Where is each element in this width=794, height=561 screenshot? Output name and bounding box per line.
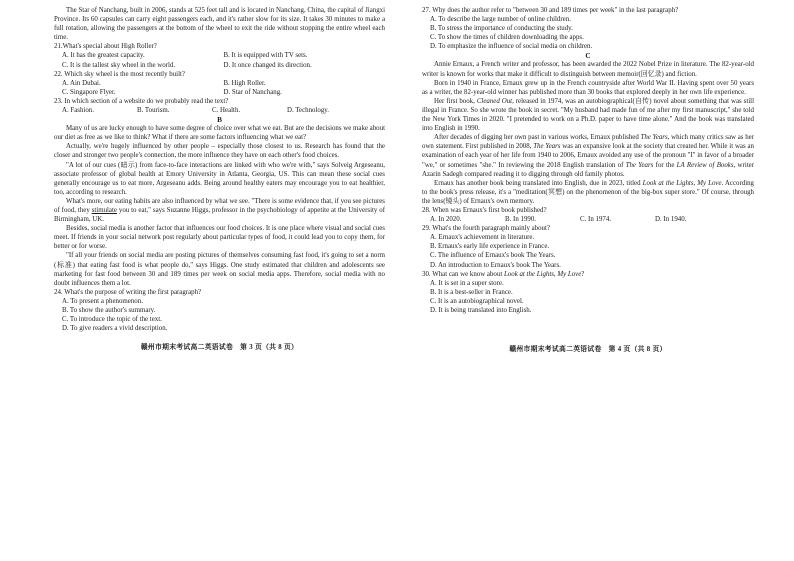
option-21b: B. It is equipped with TV sets.: [223, 52, 308, 60]
option-22c: C. Singapore Flyer.: [62, 88, 116, 96]
book-title-the-years: The Years: [625, 161, 654, 169]
para-4-text-a: After decades of digging her own past in various works, Ernaux published: [434, 134, 641, 142]
book-title-the-years: The Years: [533, 143, 561, 151]
book-title-look-at-the-lights: Look at the Lights, My Love: [503, 270, 582, 278]
passage-b-para-6: "If all your friends on social media are posting pictures of themselves consuming fast food, it's going to set a norm (标准) that eating fast food is what people do," says Higgs. One study estimated that children and adolescents see marketing for fast food between 30 and 189 times per week on social media apps. Therefore, social media with no doubt influences them a lot.: [54, 252, 385, 287]
book-title-cleaned-out: Cleaned Out: [476, 97, 513, 105]
book-title-look-at-the-lights: Look at the Lights, My Love: [642, 179, 722, 187]
para-4-text-end: you to eat," says Suzanne Higgs, professor in the psychobiology of appetite at the University of Birmingham, UK.: [54, 206, 385, 224]
section-c-heading: C: [585, 51, 591, 61]
right-page: [422, 6, 754, 353]
option-28a: A. In 2020.: [430, 216, 462, 224]
option-24c: C. To introduce the topic of the text.: [62, 316, 162, 324]
question-29: 29. What's the fourth paragraph mainly about?: [422, 225, 550, 233]
underlined-word: stimulate: [91, 206, 117, 214]
q30-text-start: 30. What can we know about: [422, 270, 504, 278]
publication-title: LA Review of Books: [676, 161, 734, 169]
para-4-text-start: What's more, our eating habits are also influenced by what we see. "There is some evidence that, if you see pictures of food, they: [54, 197, 385, 214]
option-27a: A. To describe the large number of online children.: [430, 16, 571, 24]
option-30a: A. It is set in a super store.: [430, 279, 504, 287]
option-30c: C. It is an autobiographical novel.: [430, 297, 524, 305]
option-30d: D. It is being translated into English.: [430, 307, 532, 314]
option-21a: A. It has the greatest capacity.: [62, 52, 145, 60]
option-29d: D. An introduction to Ernaux's book The Years.: [430, 261, 561, 269]
passage-b-para-2: Actually, we're hugely influenced by other people – especially those closest to us. Research has found that the closer and stronger two people's connection, the more influence they have on each other's food choices.: [54, 143, 385, 160]
passage-c-para-1: Annie Ernaux, a French writer and professor, has been awarded the 2022 Nobel Prize in literature. The 82-year-old writer is known for works that make it difficult to distinguish between memoir(回忆录) and fiction.: [422, 61, 754, 78]
question-22-options-2: [62, 88, 385, 97]
option-22b: B. High Roller.: [223, 79, 266, 87]
passage-b-para-1: Many of us are lucky enough to have some degree of choice over what we eat. But are the decisions we make about our diet as free as we like to think? What if there are some factors influencing what we eat?: [54, 125, 385, 142]
option-27c: C. To show the times of children downloading the apps.: [430, 34, 584, 42]
option-22d: D. Star of Nanchang.: [223, 88, 282, 96]
para-3-text-start: Her first book,: [434, 97, 477, 105]
option-22a: A. Ain Dubai.: [62, 79, 101, 87]
question-27: 27. Why does the author refer to "between 30 and 189 times per week" in the last paragraph?: [422, 7, 679, 14]
option-21c: C. It is the tallest sky wheel in the world.: [62, 61, 176, 69]
question-21: 21.What's special about High Roller?: [54, 43, 157, 51]
option-24a: A. To present a phenomenon.: [62, 297, 143, 305]
passage-b-para-5: Besides, social media is another factor that influences our food choices. It is one place where visual and social cues meet. If friends in your social network post regularly about particular types of food, it could lead you to copy them, for better or for worse.: [54, 225, 385, 251]
section-b-heading: B: [217, 115, 222, 125]
para-4-text-b: , which many critics saw as her own statement. First published in 2008,: [422, 134, 754, 151]
question-22: 22. Which sky wheel is the most recently built?: [54, 70, 185, 78]
passage-b-para-3: "A lot of our cues (暗示) from face-to-face interactions are linked with who we're with," says Solveig Argeseanu, associate professor of global health at Emory University in Atlanta, Georgia, US. This can mean these social cues generally encourage us to eat more, Argeseanu adds. Being around healthy eaters may encourage you to eat healthier, too, according to research.: [54, 161, 385, 196]
question-28-options: [430, 215, 754, 224]
option-28b: B. In 1990.: [505, 216, 537, 224]
question-23-options: [62, 106, 385, 115]
para-3-text-end: , released in 1974, was an autobiographical(自传) novel about something that was still illegal in France. So she wrote the book in secret. "My husband had made fun of me after my first manuscript," she told the New York Times in 2020. "I pretended to work on a Ph.D. paper to have time alone." And the book was translated into English in 1990.: [422, 97, 755, 133]
option-23a: A. Fashion.: [62, 107, 94, 115]
left-page: [54, 6, 385, 351]
page-footer-left: 赣州市期末考试高二英语试卷 第 3 页（共 8 页）: [140, 344, 299, 352]
question-24: 24. What's the purpose of writing the first paragraph?: [54, 288, 202, 296]
option-21d: D. It once changed its direction.: [223, 61, 312, 69]
option-29b: B. Ernaux's early life experience in France.: [430, 243, 550, 251]
para-4-text-d: for the: [653, 161, 677, 169]
question-23: 23. In which section of a website do we probably read the text?: [54, 97, 229, 105]
question-30: [422, 270, 754, 279]
passage-a-ending: The Star of Nanchang, built in 2006, stands at 525 feet tall and is located in Nanchang, China, the capital of Jiangxi Province. Its 60 capsules can carry eight passengers each, and it's rather slow for its size. It takes 30 minutes to make a full rotation, allowing the passengers at the bottom of the wheel to exit the ride without stopping the entire wheel each time.: [54, 7, 385, 42]
option-23c: C. Health.: [212, 107, 241, 115]
passage-c-para-4: [422, 133, 754, 178]
passage-c-para-2: Born in 1940 in France, Ernaux grew up in the French countryside after World War II. Having spent over 50 years as a writer, the 82-year-old winner has published more than 30 books that explored deeply in her own life experience.: [422, 79, 754, 96]
para-5-text-end: . According to the book's press release, it's a "meditation(冥想) on the phenomenon of the big-box super store." Of course, through the lens(镜头) of Ernaux's own memory.: [422, 179, 754, 205]
passage-c-para-5: [422, 179, 754, 206]
option-28d: D. In 1940.: [655, 216, 687, 224]
option-23d: D. Technology.: [287, 107, 330, 115]
question-21-options-2: [62, 61, 385, 70]
question-28: 28. When was Ernaux's first book published?: [422, 206, 547, 214]
option-24b: B. To show the author's summary.: [62, 307, 156, 314]
book-title-the-years: The Years: [640, 134, 668, 142]
passage-b-para-4: [54, 197, 385, 224]
option-29a: A. Ernaux's achievement in literature.: [430, 234, 535, 242]
para-5-text-start: Ernaux has another book being translated into English, due in 2023, titled: [434, 179, 643, 187]
option-28c: C. In 1974.: [580, 216, 612, 224]
option-23b: B. Tourism.: [137, 107, 170, 115]
question-22-options: [62, 79, 385, 88]
page-footer-right: 赣州市期末考试高二英语试卷 第 4 页（共 8 页）: [509, 346, 667, 354]
option-27d: D. To emphasize the influence of social media on children.: [430, 43, 593, 51]
question-21-options: [62, 51, 385, 60]
option-30b: B. It is a best-seller in France.: [430, 288, 513, 296]
q30-text-end: ?: [581, 270, 585, 278]
para-4-text-e: , writer Azarin Sadegh compared reading it to digging through old family photos.: [422, 161, 755, 178]
para-4-text-c: was an expansive look at the society that created her. While it was an examination of each year of her life from 1940 to 2006, Ernaux avoided any use of the pronoun "I" in favor of a broader "we," or sometimes "she." In reviewing the 2018 English translation of: [422, 143, 754, 169]
option-29c: C. The influence of Ernaux's book The Years.: [430, 252, 556, 260]
option-24d: D. To give readers a vivid description.: [62, 325, 168, 333]
option-27b: B. To stress the importance of conducting the study.: [430, 25, 573, 33]
passage-c-para-3: [422, 97, 754, 133]
